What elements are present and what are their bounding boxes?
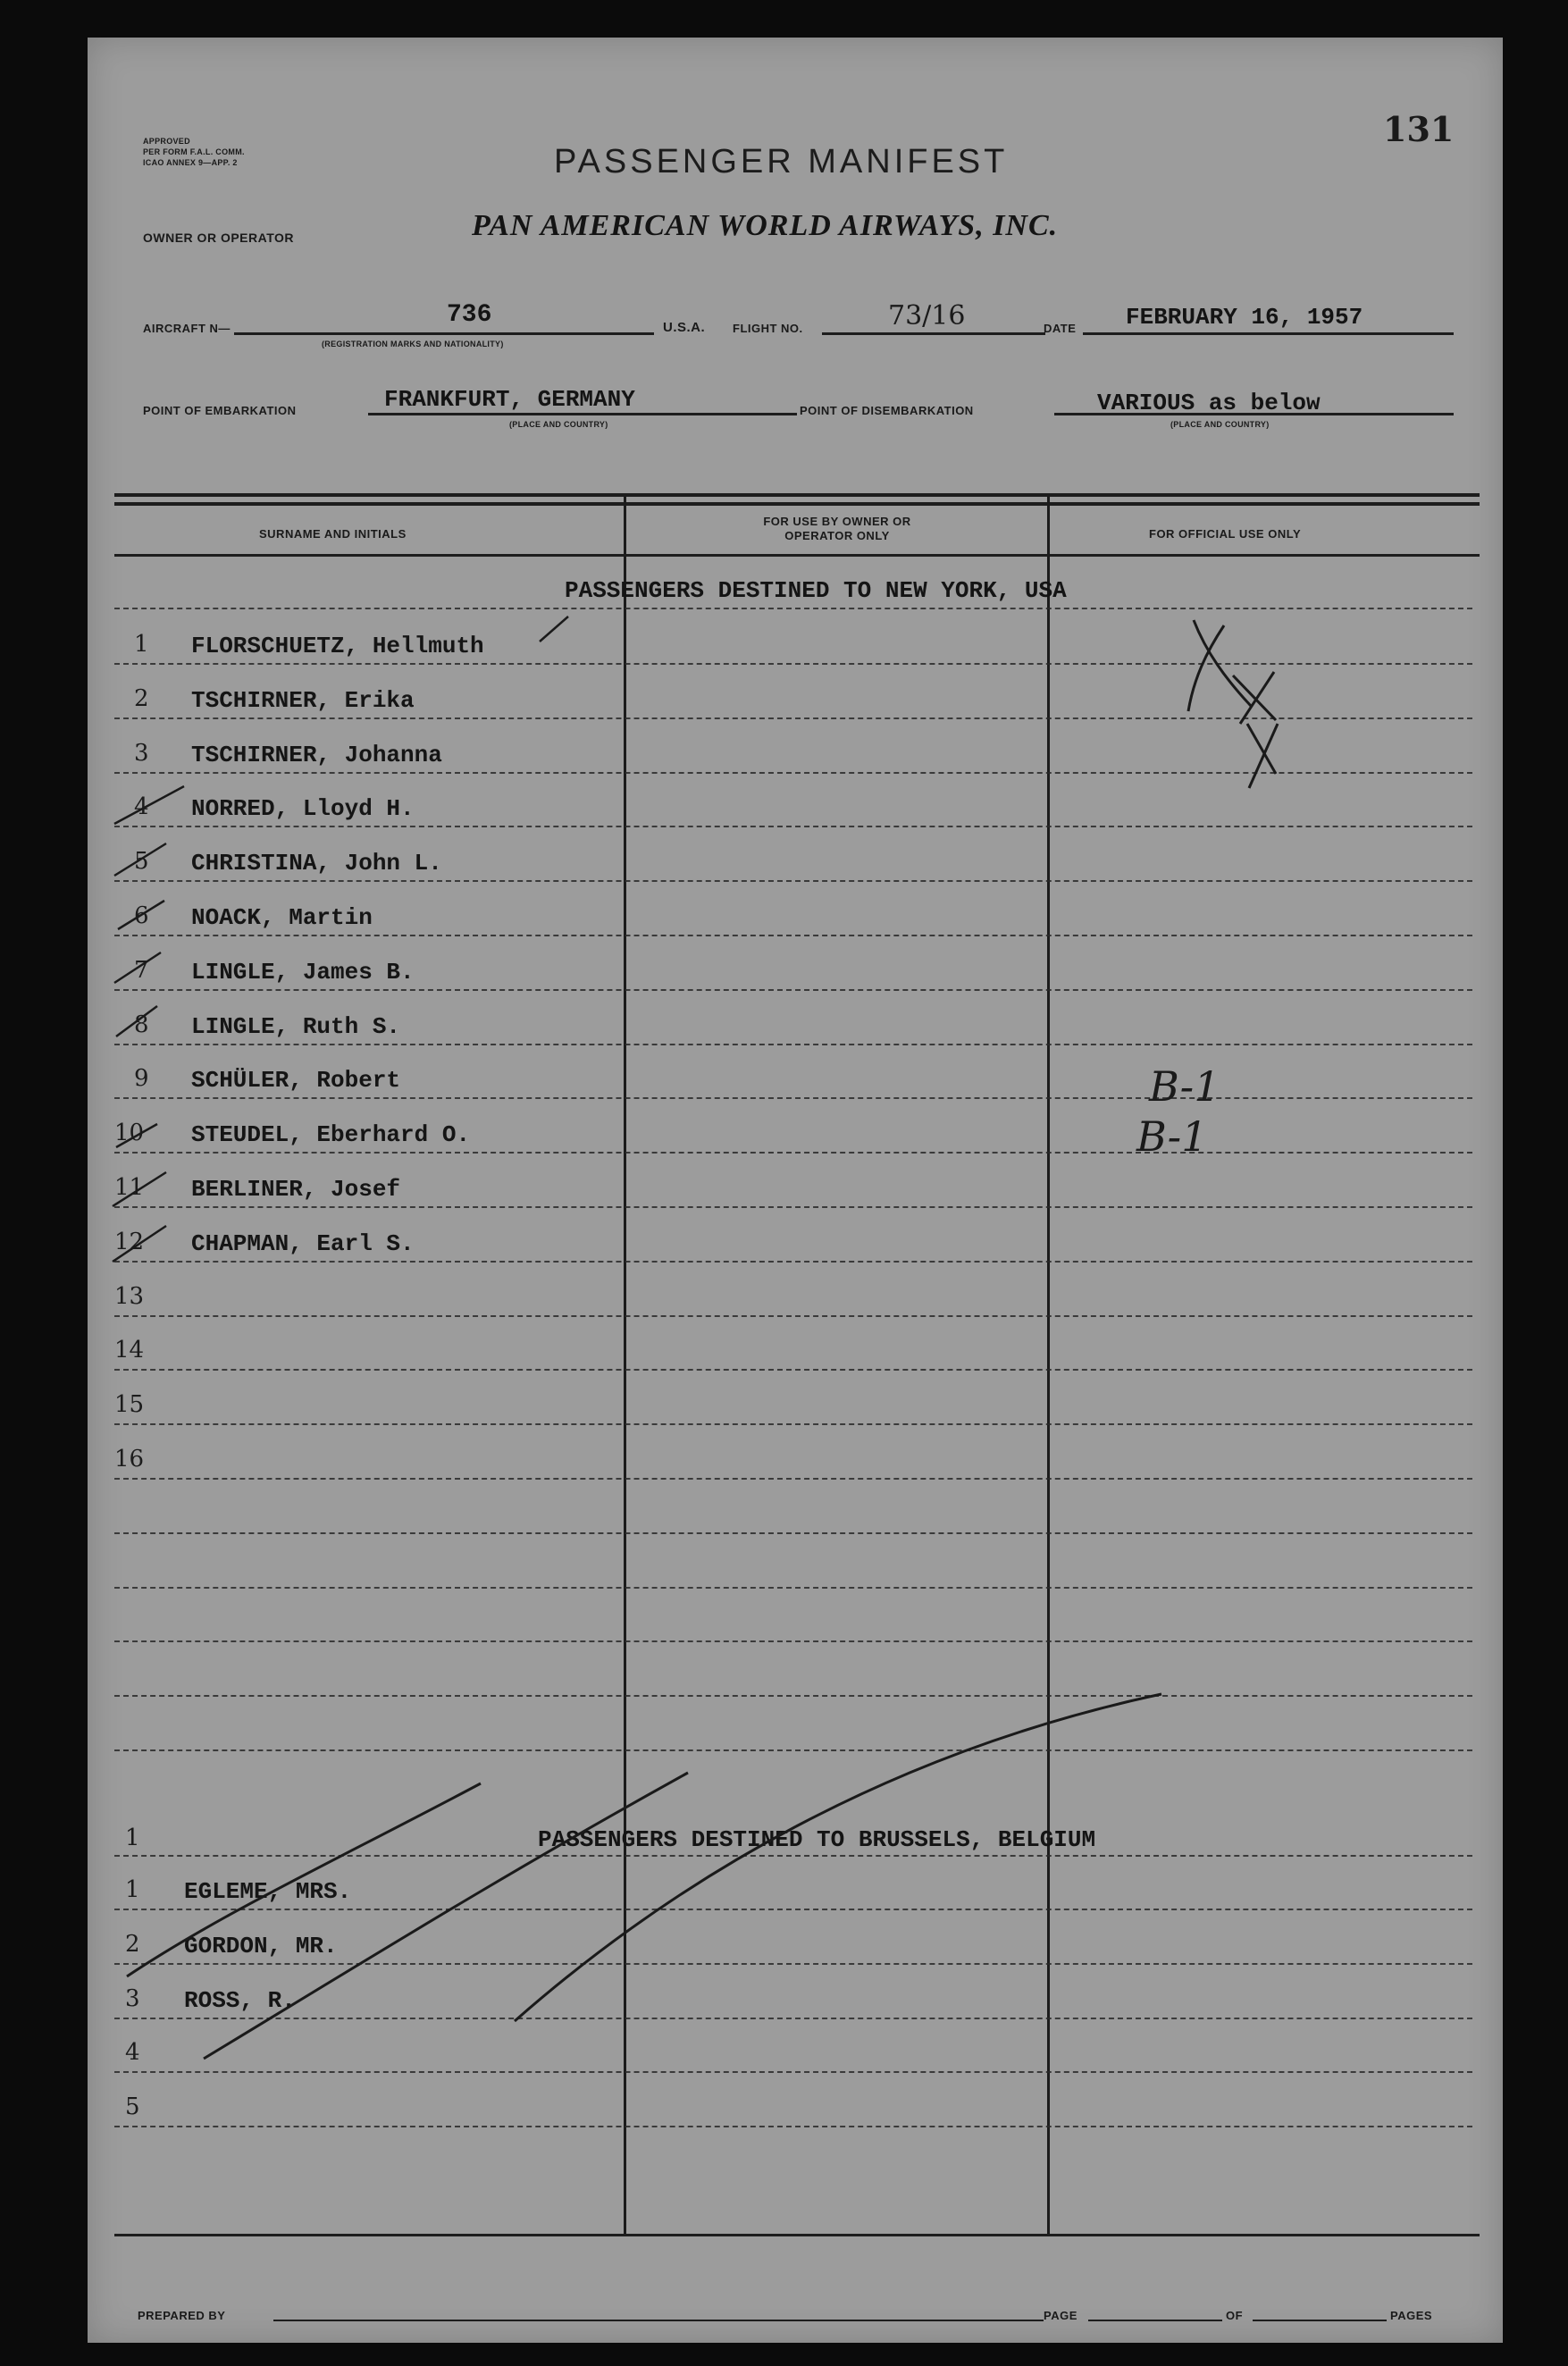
- row-number: 16: [114, 1446, 145, 1472]
- date-label: DATE: [1044, 322, 1077, 335]
- strike-lines: [127, 1694, 1161, 2059]
- check-marks: [113, 786, 184, 1262]
- row-number: 4: [125, 2039, 140, 2067]
- section-heading-brussels: PASSENGERS DESTINED TO BRUSSELS, BELGIUM: [538, 1826, 1096, 1853]
- passenger-name: ROSS, R.: [184, 1986, 296, 2014]
- row-number: 7: [134, 956, 149, 984]
- disembark-caption: (PLACE AND COUNTRY): [1170, 420, 1270, 429]
- usa-label: U.S.A.: [663, 320, 706, 335]
- passenger-name: CHRISTINA, John L.: [191, 850, 442, 877]
- stamp-line: PER FORM F.A.L. COMM.: [143, 147, 245, 156]
- stamp-line: APPROVED: [143, 137, 190, 146]
- owner-value: PAN AMERICAN WORLD AIRWAYS, INC.: [472, 209, 1059, 242]
- page-title: PASSENGER MANIFEST: [554, 143, 1009, 180]
- official-mark-x: [1233, 672, 1276, 724]
- passenger-name: NORRED, Lloyd H.: [191, 795, 415, 823]
- passenger-name: LINGLE, James B.: [191, 958, 415, 986]
- official-mark-x: [1188, 620, 1251, 711]
- stamp-line: ICAO ANNEX 9—APP. 2: [143, 158, 238, 167]
- embark-caption: (PLACE AND COUNTRY): [509, 420, 608, 429]
- passenger-name: LINGLE, Ruth S.: [191, 1012, 401, 1040]
- column-header-surname: SURNAME AND INITIALS: [259, 527, 407, 541]
- date-value: FEBRUARY 16, 1957: [1126, 304, 1363, 331]
- official-mark-b1: B-1: [1149, 1062, 1220, 1111]
- pencil-tick: [540, 617, 568, 642]
- embark-label: POINT OF EMBARKATION: [143, 404, 297, 417]
- embark-value: FRANKFURT, GERMANY: [384, 386, 635, 413]
- section2-marker: 1: [125, 1825, 140, 1851]
- passenger-name: BERLINER, Josef: [191, 1176, 401, 1203]
- aircraft-caption: (REGISTRATION MARKS AND NATIONALITY): [322, 340, 504, 348]
- row-number: 6: [134, 902, 149, 929]
- row-number: 1: [125, 1876, 140, 1903]
- row-number: 2: [125, 1930, 140, 1958]
- pages-label: PAGES: [1390, 2309, 1433, 2322]
- row-number: 2: [134, 684, 149, 712]
- flight-label: FLIGHT NO.: [733, 322, 803, 335]
- row-number: 10: [114, 1120, 145, 1147]
- passenger-name: CHAPMAN, Earl S.: [191, 1229, 415, 1257]
- official-mark-x: [1247, 724, 1278, 788]
- row-number: 11: [114, 1174, 145, 1201]
- row-number: 3: [125, 1984, 140, 2012]
- passenger-name: EGLEME, MRS.: [184, 1878, 352, 1905]
- row-number: 4: [134, 793, 149, 821]
- passenger-name: TSCHIRNER, Erika: [191, 686, 415, 714]
- passenger-name: SCHÜLER, Robert: [191, 1067, 401, 1095]
- row-number: 3: [134, 739, 149, 767]
- row-number: 12: [114, 1228, 145, 1255]
- passenger-name: STEUDEL, Eberhard O.: [191, 1121, 471, 1149]
- column-header-official-use: FOR OFFICIAL USE ONLY: [1149, 527, 1302, 541]
- row-number: 8: [134, 1011, 149, 1038]
- column-header-owner-use: FOR USE BY OWNER OR OPERATOR ONLY: [763, 515, 911, 542]
- row-number: 15: [114, 1391, 145, 1419]
- page-label: PAGE: [1044, 2309, 1077, 2322]
- row-number: 5: [125, 2093, 140, 2121]
- owner-label: OWNER OR OPERATOR: [143, 231, 294, 245]
- row-number: 1: [134, 631, 149, 658]
- aircraft-value: 736: [447, 301, 492, 329]
- row-number: 14: [114, 1337, 145, 1364]
- passenger-name: TSCHIRNER, Johanna: [191, 741, 442, 768]
- passenger-name: FLORSCHUETZ, Hellmuth: [191, 633, 484, 659]
- row-number: 9: [134, 1065, 149, 1093]
- section-heading-new-york: PASSENGERS DESTINED TO NEW YORK, USA: [565, 577, 1067, 604]
- disembark-value: VARIOUS as below: [1097, 390, 1321, 416]
- flight-value: 73/16: [888, 300, 966, 331]
- aircraft-label: AIRCRAFT N—: [143, 322, 231, 335]
- passenger-name: NOACK, Martin: [191, 904, 373, 931]
- page-number: 131: [1383, 109, 1455, 149]
- prepared-by-label: PREPARED BY: [138, 2309, 226, 2322]
- row-number: 5: [134, 848, 149, 876]
- passenger-name: GORDON, MR.: [184, 1932, 338, 1959]
- of-label: OF: [1226, 2309, 1244, 2322]
- disembark-label: POINT OF DISEMBARKATION: [800, 404, 974, 417]
- row-number: 13: [114, 1282, 145, 1310]
- official-mark-b1: B-1: [1136, 1112, 1208, 1161]
